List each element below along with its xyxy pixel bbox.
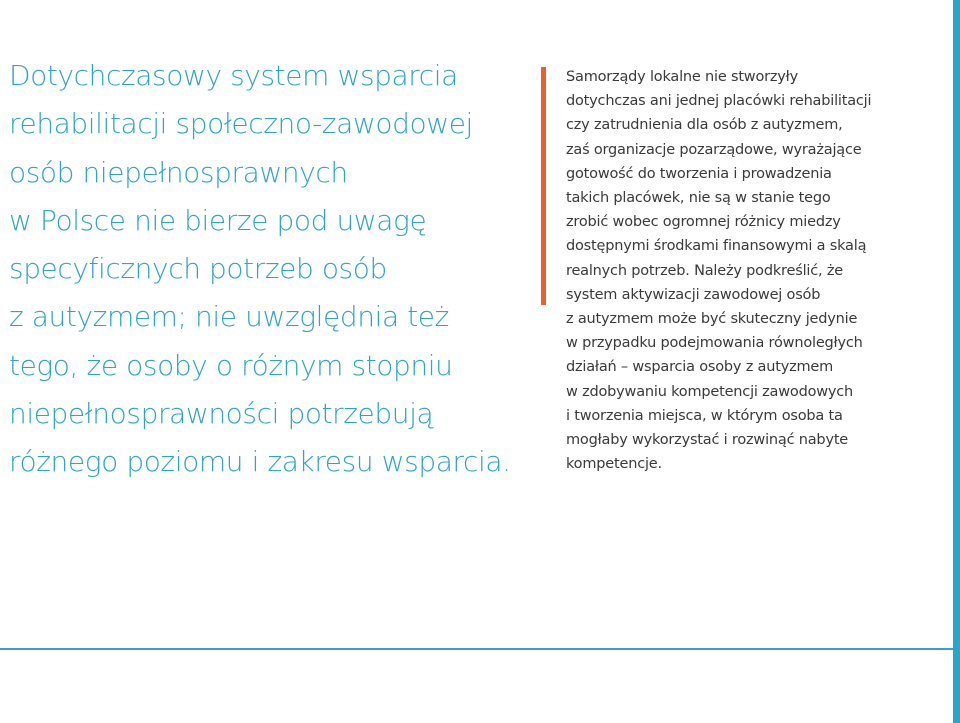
lead-line: niepełnosprawności potrzebują: [9, 397, 434, 431]
lead-line: różnego poziomu i zakresu wsparcia.: [9, 445, 511, 479]
lead-line: osób niepełnosprawnych: [9, 155, 348, 189]
body-line: zrobić wobec ogromnej różnicy miedzy: [566, 214, 841, 231]
body-line: czy zatrudnienia dla osób z autyzmem,: [566, 117, 843, 134]
body-line: w zdobywaniu kompetencji zawodowych: [566, 383, 854, 400]
body-line: zaś organizacje pozarządowe, wyrażające: [566, 141, 862, 158]
body-line: Samorządy lokalne nie stworzyły: [566, 69, 798, 85]
body-line: działań – wsparcia osoby z autyzmem: [566, 359, 834, 376]
body-line: mogłaby wykorzystać i rozwinąć nabyte: [566, 432, 849, 449]
body-line: kompetencje.: [566, 456, 662, 473]
right-edge-band: [953, 0, 960, 723]
lead-line: z autyzmem; nie uwzględnia też: [9, 300, 449, 334]
body-line: w przypadku podejmowania równoległych: [566, 335, 863, 352]
body-line: dotychczas ani jednej placówki rehabilitacji: [566, 93, 872, 110]
body-line: realnych potrzeb. Należy podkreślić, że: [566, 262, 843, 279]
body-line: i tworzenia miejsca, w którym osoba ta: [566, 407, 843, 424]
lead-line: specyficznych potrzeb osób: [9, 252, 387, 286]
lead-line: rehabilitacji społeczno-zawodowej: [9, 107, 473, 141]
body-line: takich placówek, nie są w stanie tego: [566, 190, 831, 207]
body-line: gotowość do tworzenia i prowadzenia: [566, 165, 832, 182]
lead-line: Dotychczasowy system wsparcia: [9, 59, 458, 92]
body-line: z autyzmem może być skuteczny jedynie: [566, 311, 858, 328]
body-paragraph: [566, 65, 906, 476]
bottom-divider: [0, 648, 953, 650]
lead-line: tego, że osoby o różnym stopniu: [9, 348, 453, 382]
lead-heading: [9, 52, 514, 487]
body-line: system aktywizacji zawodowej osób: [566, 286, 821, 303]
body-line: dostępnymi środkami finansowymi a skalą: [566, 238, 867, 255]
orange-accent-bar: [541, 67, 546, 305]
lead-line: w Polsce nie bierze pod uwagę: [9, 203, 427, 237]
